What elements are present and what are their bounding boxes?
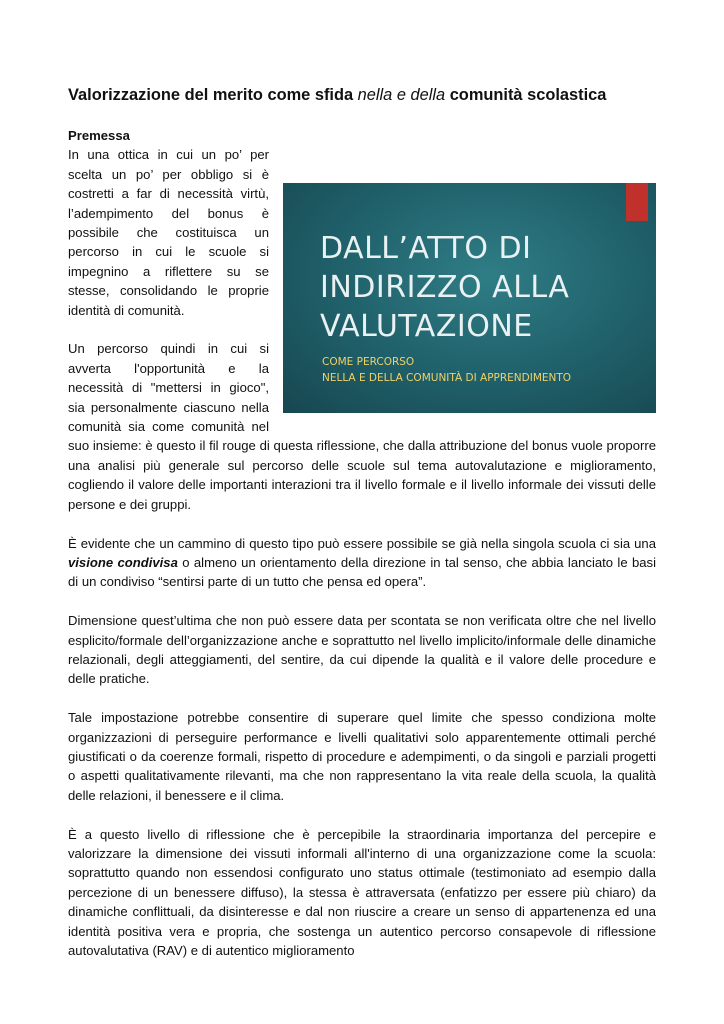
paragraph-6: È a questo livello di riflessione che è percepibile la straordinaria importanza del percepire e valorizzare la dimensione dei vissuti informali all'interno di una organizzazione come la scuola: soprattutto quando non essendosi configurato uno status ottimale (testimoniato ad esempio dalla percezione di un benessere diffuso), la stessa è attraversata (enfatizzo per essere più chiaro) da dinamiche conflittuali, da disinteresse e dal non riuscire a creare un senso di appartenenza ed una identità positiva vera e propria, che sostenga un autentico percorso consapevole di riflessione autovalutativa (RAV) e di autentico miglioramento: [68, 826, 656, 958]
slide-title-line3: VALUTAZIONE: [320, 309, 533, 345]
paragraph-1: [68, 145, 656, 385]
paragraph-3: [68, 534, 656, 592]
paragraph-4: Dimensione quest’ultima che non può essere data per scontata se non verificata oltre che nel livello esplicito/formale dell’organizzazione anche e soprattutto nel livello implicito/informale delle dinamiche relazionali, degli atteggiamenti, del sentire, da cui dipende la qualità e il valore delle procedure e delle pratiche.: [68, 613, 656, 687]
slide-subtitle-line1: COME PERCORSO: [322, 356, 415, 369]
paragraph-3-before: È evidente che un cammino di questo tipo può essere possibile se già nella singola scuola ci sia una: [68, 535, 656, 551]
slide-title-line1: DALL’ATTO DI: [320, 231, 532, 267]
paragraph-3-after: o almeno un orientamento della direzione in tal senso, che abbia lanciato le basi di un condiviso “sentirsi parte di un tutto che pensa ed opera”.: [68, 554, 656, 590]
slide-image: [283, 183, 656, 413]
paragraph-2: Un percorso quindi in cui si avverta l'opportunità e la necessità di "mettersi in gioco", sia personalmente ciascuno nella comunità sia come comunità nel suo insieme: è questo il fil rouge di questa riflessione, che dalla attribuzione del bonus vuole proporre una analisi più generale sul percorso delle scuole sul tema autovalutazione e miglioramento, cogliendo il valore delle importanti interazioni tra il livello formale e il livello informale dei vissuti delle persone e dei gruppi.: [68, 341, 656, 512]
section-heading: Premessa: [68, 128, 130, 143]
title-italic: nella e della: [357, 86, 446, 104]
document-title: [68, 86, 668, 105]
title-part1: Valorizzazione del merito come sfida: [68, 86, 358, 104]
slide-accent-bar: [626, 183, 648, 221]
slide-subtitle-line2: NELLA E DELLA COMUNITÀ DI APPRENDIMENTO: [322, 372, 572, 385]
paragraph-1-text: In una ottica in cui un po’ per scelta un po’ per obbligo si è costretti a far di necessità virtù, l’adempimento del bonus è possibile che costituisca un percorso in cui le scuole si impegnino a riflettere su se stesse, consolidando le proprie identità di comunità.: [68, 147, 269, 318]
document-body: [68, 126, 656, 980]
paragraph-5: Tale impostazione potrebbe consentire di superare quel limite che spesso condiziona molte organizzazioni di perseguire performance e livelli qualitativi solo apparentemente ottimali perché giustificati o da coerenze formali, rispetto di procedure e adempimenti, o da singoli e parziali progetti o aspetti qualitativamente rilevanti, ma che non rappresentano la vita reale della scuola, la qualità delle relazioni, il benessere e il clima.: [68, 710, 656, 803]
paragraph-3-emphasis: visione condivisa: [68, 554, 178, 570]
slide-title-line2: INDIRIZZO ALLA: [320, 270, 570, 306]
title-part2: comunità scolastica: [445, 86, 607, 104]
